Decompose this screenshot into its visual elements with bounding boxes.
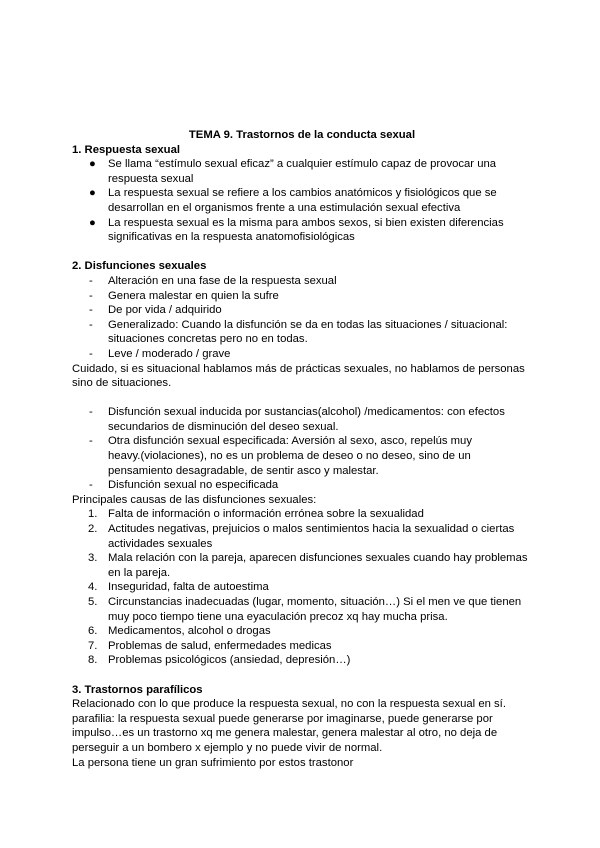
section-2-heading: 2. Disfunciones sexuales: [72, 260, 207, 273]
list-item: - De por vida / adquirido: [89, 304, 222, 317]
list-item: 8. Problemas psicológicos (ansiedad, depresión…): [88, 654, 351, 667]
list-number: 3.: [88, 552, 98, 565]
list-item: ● La respuesta sexual se refiere a los cambios anatómicos y fisiológicos que se desarrollan en el organismos frente a una estimulación sexual efectiva: [89, 187, 497, 214]
list-item: 6. Medicamentos, alcohol o drogas: [88, 625, 271, 638]
section-3-body: Relacionado con lo que produce la respuesta sexual, no con la respuesta sexual en sí. parafilia: la respuesta sexual puede generarse por imaginarse, puede generarse por impulso…es un trastorno xq me genera malestar, genera malestar al otro, no deja de perseguir a un bombero x ejemplo y no puede vivir de normal. La persona tiene un gran sufrimiento por estos trastonor: [72, 698, 506, 769]
list-item: ● La respuesta sexual es la misma para ambos sexos, si bien existen diferencias significativas en la respuesta anatomofisiológicas: [89, 216, 504, 244]
list-item: ● Se llama “estímulo sexual eficaz” a cualquier estímulo capaz de provocar una respuesta sexual: [89, 158, 497, 185]
section-2-dash-list-2: [72, 405, 532, 493]
list-item: 7. Problemas de salud, enfermedades medicas: [88, 639, 332, 652]
section-2-dash-list-1: [72, 274, 532, 362]
section-1-heading: 1. Respuesta sexual: [72, 143, 181, 156]
list-item: 3. Mala relación con la pareja, aparecen disfunciones sexuales cuando hay problemas en la pareja.: [88, 552, 528, 579]
section-3-heading: 3. Trastornos parafílicos: [72, 683, 203, 696]
bullet-marker: ●: [89, 187, 96, 200]
list-item: - Generalizado: Cuando la disfunción se da en todas las situaciones / situacional: situaciones concretas pero no en todas.: [89, 318, 508, 346]
causes-intro: Principales causas de las disfunciones sexuales:: [72, 493, 317, 506]
list-item: 2. Actitudes negativas, prejuicios o malos sentimientos hacia la sexualidad o ciertas actividades sexuales: [88, 523, 515, 550]
list-item: - Otra disfunción sexual especificada: Aversión al sexo, asco, repelús muy heavy.(violaciones), no es un problema de deseo o no deseo, sino de un pensamiento desagradable, de sentir asco y malestar.: [89, 435, 472, 477]
list-item: - Disfunción sexual inducida por sustancias(alcohol) /medicamentos: con efectos secundarios de disminución del deseo sexual.: [89, 406, 505, 433]
list-item: - Disfunción sexual no especificada: [89, 479, 279, 492]
list-item: 1. Falta de información o información errónea sobre la sexualidad: [88, 508, 424, 521]
list-number: 6.: [88, 625, 98, 638]
list-item: 4. Inseguridad, falta de autoestima: [88, 581, 269, 594]
section-2-note: Cuidado, si es situacional hablamos más de prácticas sexuales, no hablamos de personas sino de situaciones.: [72, 362, 525, 390]
list-item: - Genera malestar en quien la sufre: [89, 289, 279, 302]
list-number: 7.: [88, 639, 98, 652]
list-number: 8.: [88, 654, 98, 667]
list-number: 4.: [88, 581, 98, 594]
list-number: 1.: [88, 508, 98, 521]
list-number: 5.: [88, 596, 98, 608]
section-1-bullets: [72, 157, 532, 245]
bullet-marker: ●: [89, 216, 96, 229]
document-page: [72, 128, 532, 770]
document-title: TEMA 9. Trastornos de la conducta sexual: [188, 129, 416, 141]
list-item: - Alteración en una fase de la respuesta sexual: [89, 274, 337, 287]
causes-list: [72, 507, 532, 668]
list-number: 2.: [88, 523, 98, 536]
bullet-marker: ●: [89, 158, 96, 171]
list-item: - Leve / moderado / grave: [89, 347, 231, 360]
list-item: 5. Circunstancias inadecuadas (lugar, momento, situación…) Si el men ve que tienen muy poco tiempo tiene una eyaculación precoz xq hay mucha prisa.: [88, 596, 522, 623]
